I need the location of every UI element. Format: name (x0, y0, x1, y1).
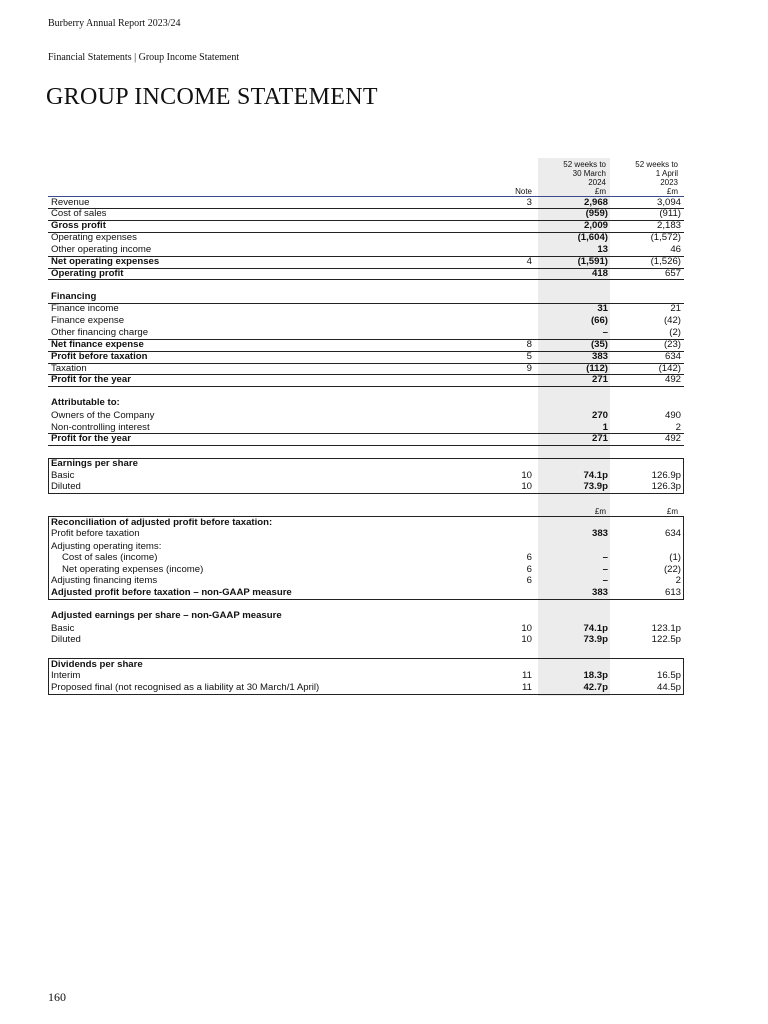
row-label: Operating profit (51, 268, 124, 279)
value-2023: 21 (670, 303, 681, 314)
value-2024: 73.9p (583, 634, 608, 645)
row-note: 11 (522, 682, 532, 693)
value-2024: (959) (585, 208, 608, 219)
row-label: Finance income (51, 303, 119, 314)
row-label: Profit before taxation (51, 528, 140, 539)
value-2023: 2 (675, 575, 681, 586)
value-2024: 13 (597, 244, 608, 255)
value-2024: (1,604) (577, 232, 608, 243)
table-rule (48, 363, 684, 364)
row-label: Financing (51, 291, 97, 302)
section-box (48, 658, 684, 695)
value-2024: (35) (590, 339, 608, 350)
row-label: Diluted (51, 634, 81, 645)
section-box (48, 516, 684, 600)
row-label: Basic (51, 470, 75, 481)
row-note: 6 (526, 575, 532, 586)
row-finance-expense (48, 315, 684, 327)
row-label: Net finance expense (51, 339, 144, 350)
page-number: 160 (48, 990, 66, 1004)
table-rule (48, 386, 684, 387)
table-rule (48, 232, 684, 233)
value-2023: 123.1p (651, 623, 681, 634)
row-label: Cost of sales (income) (62, 552, 158, 563)
row-note: 6 (526, 564, 532, 575)
page-title: GROUP INCOME STATEMENT (46, 84, 378, 110)
row-label: Interim (51, 670, 81, 681)
value-2023: (23) (663, 339, 681, 350)
table-rule (48, 268, 684, 269)
value-2024: 1 (602, 422, 608, 433)
row-note: 11 (522, 670, 532, 681)
value-2023: 634 (664, 351, 681, 362)
value-2023: 490 (664, 410, 681, 421)
row-note: 9 (526, 363, 532, 374)
value-2024: 383 (591, 587, 608, 598)
row-net-operating-expenses (48, 256, 684, 268)
row-label: Other operating income (51, 244, 152, 255)
value-2023: 126.9p (651, 470, 681, 481)
value-2024: – (602, 552, 608, 563)
table-rule (48, 339, 684, 340)
value-2024: 2,009 (583, 220, 608, 231)
value-2024: 383 (591, 528, 608, 539)
value-2024: – (602, 564, 608, 575)
row-note: 3 (526, 197, 532, 208)
row-label: Cost of sales (51, 208, 107, 219)
value-2024: (1,591) (577, 256, 608, 267)
value-2023: 16.5p (656, 670, 681, 681)
row-label: Proposed final (not recognised as a liability at 30 March/1 April) (51, 682, 320, 693)
value-2024: 73.9p (583, 481, 608, 492)
row-label: Owners of the Company (51, 410, 155, 421)
row-label: Profit for the year (51, 433, 131, 444)
value-2024: 31 (597, 303, 608, 314)
value-2024: 2,968 (583, 197, 608, 208)
table-rule (48, 256, 684, 257)
value-2023: (2) (669, 327, 681, 338)
row-note: 10 (521, 623, 532, 634)
row-attributable-to (48, 397, 684, 409)
column-header-gbp-2024: £m (594, 507, 606, 516)
row-note: 10 (521, 634, 532, 645)
table-rule (48, 220, 684, 221)
row-label: Attributable to: (51, 397, 120, 408)
row-label: Revenue (51, 197, 90, 208)
row-other-financing-charge (48, 327, 684, 339)
row-label: Basic (51, 623, 75, 634)
value-2023: (42) (663, 315, 681, 326)
row-label: Dividends per share (51, 659, 143, 670)
column-header-2024: 52 weeks to 30 March 2024 £m (563, 160, 606, 196)
table-rule (48, 279, 684, 280)
report-title: Burberry Annual Report 2023/24 (48, 18, 181, 29)
value-2023: 613 (664, 587, 681, 598)
table-rule (48, 445, 684, 446)
row-label: Taxation (51, 363, 87, 374)
value-2023: 492 (664, 374, 681, 385)
row-diluted (48, 634, 684, 646)
row-label: Other financing charge (51, 327, 149, 338)
value-2023: (1) (669, 552, 681, 563)
value-2023: (1,526) (650, 256, 681, 267)
column-header-2023: 52 weeks to 1 April 2023 £m (635, 160, 678, 196)
value-2023: 657 (664, 268, 681, 279)
value-2024: – (602, 327, 608, 338)
row-label: Net operating expenses (income) (62, 564, 204, 575)
table-rule (48, 208, 684, 209)
value-2024: 271 (591, 433, 608, 444)
row-financing (48, 291, 684, 303)
table-rule (48, 351, 684, 352)
value-2024: (112) (586, 363, 608, 374)
value-2024: 42.7p (583, 682, 608, 693)
row-profit-for-the-year (48, 374, 684, 386)
row-owners-of-the-company (48, 410, 684, 422)
row-profit-for-the-year (48, 433, 684, 445)
value-2024: 74.1p (583, 470, 608, 481)
row-label: Non-controlling interest (51, 422, 150, 433)
row-cost-of-sales (48, 208, 684, 220)
row-other-operating-income (48, 244, 684, 256)
row-note: 5 (526, 351, 532, 362)
row-label: Operating expenses (51, 232, 137, 243)
row-finance-income (48, 303, 684, 315)
row-note: 8 (526, 339, 532, 350)
row-note: 4 (526, 256, 532, 267)
value-2023: 2,183 (656, 220, 681, 231)
row-profit-before-taxation (48, 351, 684, 363)
row-label: Adjusting operating items: (51, 541, 162, 552)
row-label: Gross profit (51, 220, 106, 231)
value-2024: 418 (591, 268, 608, 279)
row-note: 6 (526, 552, 532, 563)
row-label: Finance expense (51, 315, 125, 326)
row-label: Adjusting financing items (51, 575, 158, 586)
row-adjusted-earnings-per-share-non-gaap-measure (48, 610, 684, 622)
breadcrumb: Financial Statements | Group Income Statement (48, 52, 240, 63)
value-2023: 492 (664, 433, 681, 444)
section-box (48, 458, 684, 494)
value-2023: (22) (663, 564, 681, 575)
table-rule (48, 303, 684, 304)
value-2023: 2 (675, 422, 681, 433)
value-2024: 271 (591, 374, 608, 385)
value-2024: – (602, 575, 608, 586)
table-rule (48, 433, 684, 434)
value-2023: 44.5p (656, 682, 681, 693)
value-2023: 3,094 (656, 197, 681, 208)
value-2024: 383 (591, 351, 608, 362)
row-label: Reconciliation of adjusted profit before taxation: (51, 517, 273, 528)
value-2024: 18.3p (583, 670, 608, 681)
row-label: Net operating expenses (51, 256, 160, 267)
row-label: Profit for the year (51, 374, 131, 385)
value-2023: 126.3p (651, 481, 681, 492)
value-2024: (66) (590, 315, 608, 326)
value-2023: (1,572) (650, 232, 681, 243)
column-header-gbp-2023: £m (666, 507, 678, 516)
column-header-note: Note (515, 187, 532, 196)
row-label: Adjusted earnings per share – non-GAAP measure (51, 610, 282, 621)
row-note: 10 (521, 481, 532, 492)
row-operating-expenses (48, 232, 684, 244)
row-label: Profit before taxation (51, 351, 148, 362)
row-gross-profit (48, 220, 684, 232)
value-2023: 122.5p (651, 634, 681, 645)
row-note: 10 (521, 470, 532, 481)
row-label: Adjusted profit before taxation – non-GAAP measure (51, 587, 292, 598)
row-label: Diluted (51, 481, 81, 492)
row-label: Earnings per share (51, 458, 138, 469)
value-2024: 74.1p (583, 623, 608, 634)
value-2023: (911) (659, 208, 681, 219)
table-rule (48, 374, 684, 375)
value-2024: 270 (591, 410, 608, 421)
value-2023: 46 (670, 244, 681, 255)
row-net-finance-expense (48, 339, 684, 351)
income-statement-table (48, 0, 684, 1024)
value-2023: 634 (664, 528, 681, 539)
value-2023: (142) (658, 363, 681, 374)
